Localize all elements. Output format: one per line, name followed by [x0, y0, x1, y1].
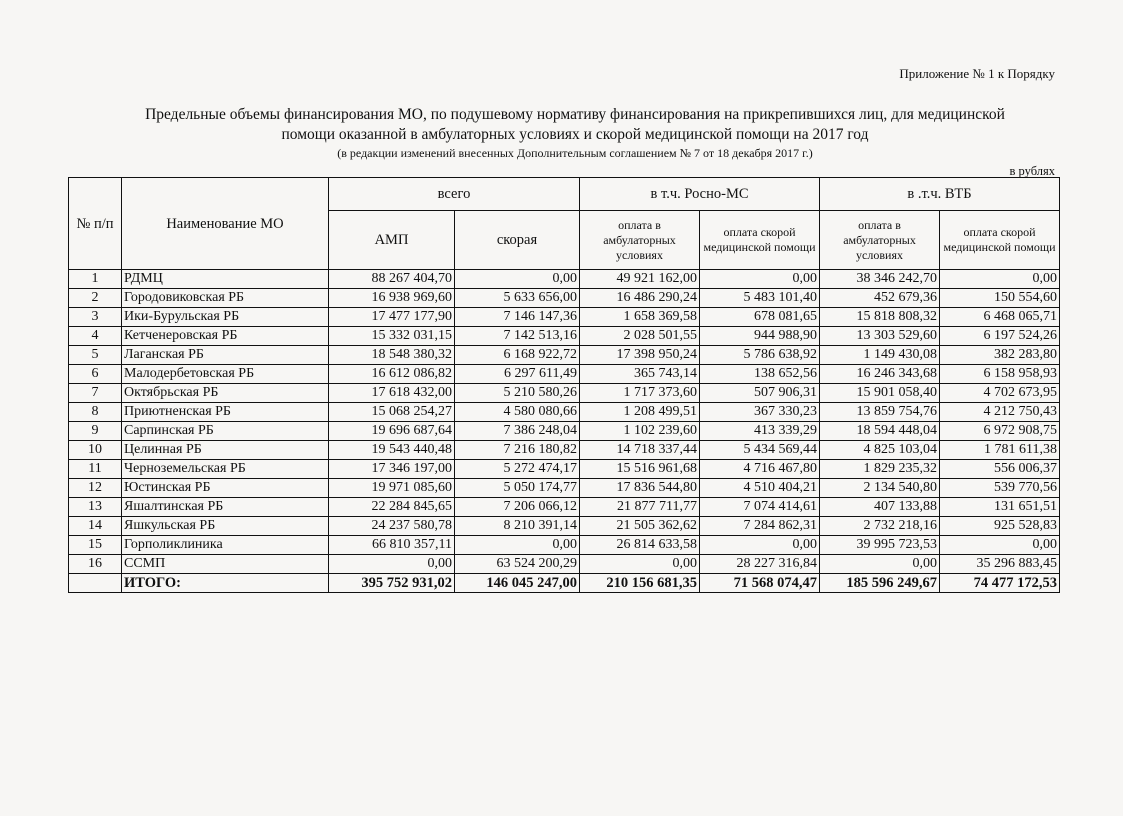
cell-vtb-amb: 13 859 754,76	[820, 403, 940, 422]
cell-skoraya-total: 5 633 656,00	[455, 289, 580, 308]
cell-rosno-smp: 678 081,65	[700, 308, 820, 327]
row-number: 13	[69, 498, 122, 517]
row-number: 3	[69, 308, 122, 327]
col-header-number: № п/п	[69, 178, 122, 270]
table-row	[69, 498, 1060, 517]
cell-skoraya-total: 4 580 080,66	[455, 403, 580, 422]
row-number: 7	[69, 384, 122, 403]
cell-vtb-smp: 35 296 883,45	[940, 555, 1060, 574]
table-row	[69, 270, 1060, 289]
cell-vtb-amb: 1 149 430,08	[820, 346, 940, 365]
table-row	[69, 308, 1060, 327]
cell-rosno-smp: 507 906,31	[700, 384, 820, 403]
table-row	[69, 384, 1060, 403]
cell-vtb-smp: 1 781 611,38	[940, 441, 1060, 460]
table-row	[69, 555, 1060, 574]
cell-rosno-smp: 5 434 569,44	[700, 441, 820, 460]
cell-rosno-amb: 1 717 373,60	[580, 384, 700, 403]
appendix-reference: Приложение № 1 к Порядку	[899, 66, 1055, 81]
cell-vtb-amb: 38 346 242,70	[820, 270, 940, 289]
cell-skoraya-total: 6 297 611,49	[455, 365, 580, 384]
cell-rosno-amb: 49 921 162,00	[580, 270, 700, 289]
organization-name: РДМЦ	[122, 270, 329, 289]
row-number: 12	[69, 479, 122, 498]
cell-rosno-amb: 14 718 337,44	[580, 441, 700, 460]
cell-vtb-smp: 6 468 065,71	[940, 308, 1060, 327]
row-number: 1	[69, 270, 122, 289]
cell-vtb-smp: 131 651,51	[940, 498, 1060, 517]
organization-name: Яшкульская РБ	[122, 517, 329, 536]
cell-vtb-smp: 382 283,80	[940, 346, 1060, 365]
document-title	[80, 105, 1070, 145]
row-number: 4	[69, 327, 122, 346]
row-number: 6	[69, 365, 122, 384]
cell-amp-total: 22 284 845,65	[329, 498, 455, 517]
table-row	[69, 289, 1060, 308]
organization-name: Лаганская РБ	[122, 346, 329, 365]
cell-rosno-amb: 1 208 499,51	[580, 403, 700, 422]
cell-vtb-smp: 6 158 958,93	[940, 365, 1060, 384]
cell-skoraya-total: 7 142 513,16	[455, 327, 580, 346]
cell-rosno-smp: 944 988,90	[700, 327, 820, 346]
cell-skoraya-total: 5 050 174,77	[455, 479, 580, 498]
cell-skoraya-total: 5 210 580,26	[455, 384, 580, 403]
organization-name: Юстинская РБ	[122, 479, 329, 498]
cell-vtb-smp: 4 212 750,43	[940, 403, 1060, 422]
cell-vtb-amb: 2 732 218,16	[820, 517, 940, 536]
table-row	[69, 460, 1060, 479]
row-number	[69, 574, 122, 593]
cell-skoraya-total: 146 045 247,00	[455, 574, 580, 593]
cell-vtb-amb: 185 596 249,67	[820, 574, 940, 593]
cell-rosno-amb: 1 102 239,60	[580, 422, 700, 441]
cell-vtb-amb: 39 995 723,53	[820, 536, 940, 555]
cell-skoraya-total: 0,00	[455, 270, 580, 289]
table-row	[69, 327, 1060, 346]
financing-table	[68, 177, 1060, 593]
cell-rosno-smp: 71 568 074,47	[700, 574, 820, 593]
cell-vtb-amb: 13 303 529,60	[820, 327, 940, 346]
subheader-amp: АМП	[329, 211, 455, 270]
cell-amp-total: 19 696 687,64	[329, 422, 455, 441]
cell-skoraya-total: 7 146 147,36	[455, 308, 580, 327]
cell-rosno-amb: 17 398 950,24	[580, 346, 700, 365]
cell-vtb-smp: 556 006,37	[940, 460, 1060, 479]
cell-rosno-smp: 5 786 638,92	[700, 346, 820, 365]
title-line-1: Предельные объемы финансирования МО, по подушевому нормативу финансирования на прикрепившихся лиц, для медицинской	[145, 106, 1005, 123]
cell-skoraya-total: 7 216 180,82	[455, 441, 580, 460]
table-row	[69, 346, 1060, 365]
organization-name: Октябрьская РБ	[122, 384, 329, 403]
cell-amp-total: 24 237 580,78	[329, 517, 455, 536]
cell-vtb-amb: 18 594 448,04	[820, 422, 940, 441]
organization-name: Целинная РБ	[122, 441, 329, 460]
cell-rosno-amb: 21 505 362,62	[580, 517, 700, 536]
cell-vtb-amb: 2 134 540,80	[820, 479, 940, 498]
group-header-rosno: в т.ч. Росно-МС	[580, 178, 820, 211]
group-header-vtb: в .т.ч. ВТБ	[820, 178, 1060, 211]
organization-name: Сарпинская РБ	[122, 422, 329, 441]
cell-amp-total: 17 618 432,00	[329, 384, 455, 403]
cell-amp-total: 88 267 404,70	[329, 270, 455, 289]
organization-name: Черноземельская РБ	[122, 460, 329, 479]
cell-amp-total: 19 971 085,60	[329, 479, 455, 498]
title-line-2: помощи оказанной в амбулаторных условиях и скорой медицинской помощи на 2017 год	[281, 126, 869, 143]
cell-rosno-smp: 5 483 101,40	[700, 289, 820, 308]
units-label: в рублях	[1009, 164, 1055, 178]
cell-amp-total: 66 810 357,11	[329, 536, 455, 555]
table-row	[69, 403, 1060, 422]
cell-vtb-amb: 15 818 808,32	[820, 308, 940, 327]
cell-vtb-smp: 150 554,60	[940, 289, 1060, 308]
cell-vtb-amb: 452 679,36	[820, 289, 940, 308]
cell-vtb-smp: 0,00	[940, 536, 1060, 555]
row-number: 11	[69, 460, 122, 479]
cell-rosno-amb: 21 877 711,77	[580, 498, 700, 517]
cell-vtb-amb: 4 825 103,04	[820, 441, 940, 460]
cell-rosno-smp: 7 284 862,31	[700, 517, 820, 536]
organization-name: ССМП	[122, 555, 329, 574]
cell-skoraya-total: 5 272 474,17	[455, 460, 580, 479]
organization-name: Городовиковская РБ	[122, 289, 329, 308]
row-number: 8	[69, 403, 122, 422]
organization-name: Яшалтинская РБ	[122, 498, 329, 517]
row-number: 14	[69, 517, 122, 536]
cell-amp-total: 15 068 254,27	[329, 403, 455, 422]
cell-rosno-amb: 16 486 290,24	[580, 289, 700, 308]
cell-vtb-smp: 0,00	[940, 270, 1060, 289]
cell-rosno-smp: 413 339,29	[700, 422, 820, 441]
subheader-rosno-smp: оплата скорой медицинской помощи	[700, 211, 820, 270]
organization-name: Приютненская РБ	[122, 403, 329, 422]
subheader-skoraya: скорая	[455, 211, 580, 270]
cell-amp-total: 0,00	[329, 555, 455, 574]
cell-rosno-amb: 365 743,14	[580, 365, 700, 384]
subheader-vtb-amb: оплата в амбулаторных условиях	[820, 211, 940, 270]
cell-vtb-smp: 925 528,83	[940, 517, 1060, 536]
cell-skoraya-total: 63 524 200,29	[455, 555, 580, 574]
col-header-name: Наименование МО	[122, 178, 329, 270]
cell-vtb-amb: 407 133,88	[820, 498, 940, 517]
table-row	[69, 441, 1060, 460]
table-row	[69, 422, 1060, 441]
cell-rosno-amb: 1 658 369,58	[580, 308, 700, 327]
cell-amp-total: 16 938 969,60	[329, 289, 455, 308]
organization-name: Горполиклиника	[122, 536, 329, 555]
cell-amp-total: 16 612 086,82	[329, 365, 455, 384]
table-row	[69, 479, 1060, 498]
cell-amp-total: 18 548 380,32	[329, 346, 455, 365]
cell-rosno-amb: 26 814 633,58	[580, 536, 700, 555]
cell-vtb-smp: 6 197 524,26	[940, 327, 1060, 346]
cell-rosno-amb: 17 836 544,80	[580, 479, 700, 498]
cell-amp-total: 17 346 197,00	[329, 460, 455, 479]
row-number: 5	[69, 346, 122, 365]
cell-skoraya-total: 6 168 922,72	[455, 346, 580, 365]
organization-name: Малодербетовская РБ	[122, 365, 329, 384]
cell-rosno-smp: 4 716 467,80	[700, 460, 820, 479]
table-row	[69, 365, 1060, 384]
cell-rosno-smp: 7 074 414,61	[700, 498, 820, 517]
cell-amp-total: 15 332 031,15	[329, 327, 455, 346]
cell-rosno-smp: 138 652,56	[700, 365, 820, 384]
cell-vtb-smp: 6 972 908,75	[940, 422, 1060, 441]
table-row	[69, 536, 1060, 555]
cell-rosno-smp: 0,00	[700, 270, 820, 289]
cell-amp-total: 19 543 440,48	[329, 441, 455, 460]
cell-rosno-amb: 15 516 961,68	[580, 460, 700, 479]
document-subtitle: (в редакции изменений внесенных Дополнительным соглашением № 7 от 18 декабря 2017 г.)	[337, 146, 813, 160]
total-label: ИТОГО:	[122, 574, 329, 593]
cell-rosno-amb: 0,00	[580, 555, 700, 574]
row-number: 2	[69, 289, 122, 308]
cell-skoraya-total: 0,00	[455, 536, 580, 555]
subheader-rosno-amb: оплата в амбулаторных условиях	[580, 211, 700, 270]
cell-rosno-smp: 28 227 316,84	[700, 555, 820, 574]
cell-vtb-amb: 16 246 343,68	[820, 365, 940, 384]
cell-rosno-amb: 2 028 501,55	[580, 327, 700, 346]
cell-rosno-smp: 0,00	[700, 536, 820, 555]
cell-vtb-amb: 0,00	[820, 555, 940, 574]
cell-skoraya-total: 7 386 248,04	[455, 422, 580, 441]
cell-vtb-amb: 1 829 235,32	[820, 460, 940, 479]
cell-vtb-smp: 539 770,56	[940, 479, 1060, 498]
row-number: 9	[69, 422, 122, 441]
subheader-vtb-smp: оплата скорой медицинской помощи	[940, 211, 1060, 270]
row-number: 15	[69, 536, 122, 555]
table-row	[69, 517, 1060, 536]
row-number: 10	[69, 441, 122, 460]
organization-name: Кетченеровская РБ	[122, 327, 329, 346]
cell-amp-total: 17 477 177,90	[329, 308, 455, 327]
cell-vtb-smp: 4 702 673,95	[940, 384, 1060, 403]
cell-skoraya-total: 8 210 391,14	[455, 517, 580, 536]
cell-vtb-amb: 15 901 058,40	[820, 384, 940, 403]
cell-rosno-amb: 210 156 681,35	[580, 574, 700, 593]
row-number: 16	[69, 555, 122, 574]
group-header-total: всего	[329, 178, 580, 211]
cell-skoraya-total: 7 206 066,12	[455, 498, 580, 517]
total-row	[69, 574, 1060, 593]
cell-amp-total: 395 752 931,02	[329, 574, 455, 593]
cell-vtb-smp: 74 477 172,53	[940, 574, 1060, 593]
cell-rosno-smp: 4 510 404,21	[700, 479, 820, 498]
organization-name: Ики-Бурульская РБ	[122, 308, 329, 327]
cell-rosno-smp: 367 330,23	[700, 403, 820, 422]
